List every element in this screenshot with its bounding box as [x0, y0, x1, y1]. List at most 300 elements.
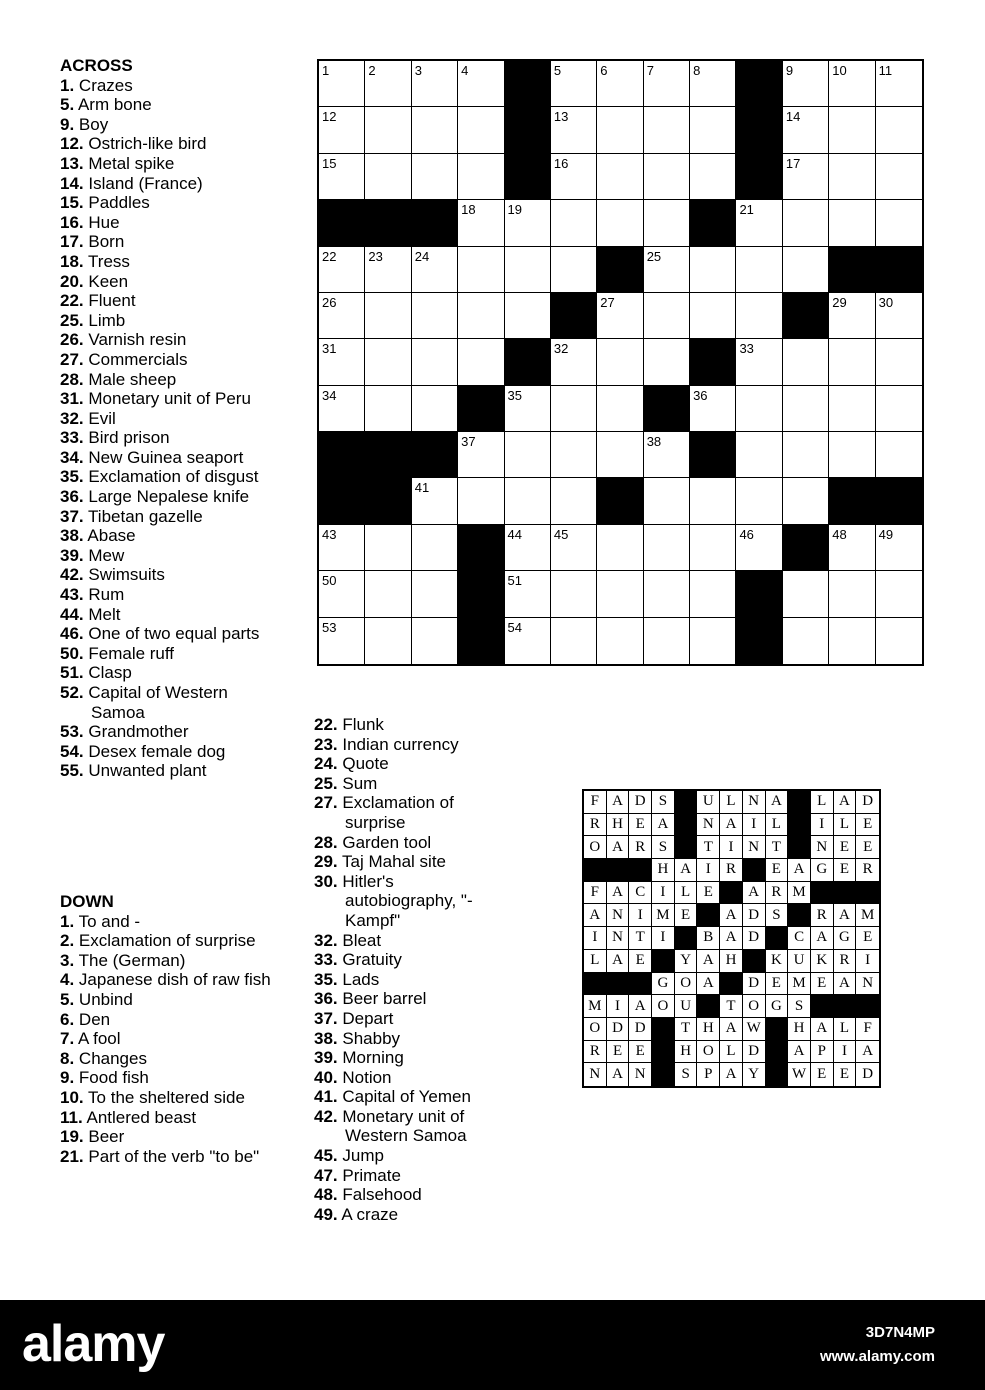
- solution-letter: I: [720, 836, 743, 859]
- grid-cell[interactable]: [690, 154, 736, 200]
- solution-letter: E: [629, 814, 652, 837]
- grid-cell[interactable]: [736, 200, 782, 246]
- cell-number: 18: [461, 202, 476, 218]
- grid-cell[interactable]: [829, 618, 875, 664]
- solution-letter: E: [629, 1041, 652, 1064]
- grid-cell[interactable]: [505, 247, 551, 293]
- grid-cell[interactable]: [551, 247, 597, 293]
- grid-cell[interactable]: [597, 432, 643, 478]
- solution-letter: D: [743, 904, 766, 927]
- clue-number: 52.: [60, 683, 84, 702]
- grid-cell[interactable]: [319, 107, 365, 153]
- solution-letter: S: [675, 1063, 698, 1086]
- clue-text: Grandmother: [83, 722, 189, 742]
- solution-letter: L: [834, 814, 857, 837]
- cell-number: 53: [322, 619, 337, 635]
- solution-letter: A: [788, 1041, 811, 1064]
- grid-cell[interactable]: [319, 525, 365, 571]
- grid-cell[interactable]: [829, 154, 875, 200]
- clue-number: 21.: [60, 1146, 84, 1166]
- solution-black-square: [675, 791, 698, 814]
- grid-cell[interactable]: [829, 107, 875, 153]
- solution-letter: E: [856, 836, 879, 859]
- clue-number: 14.: [60, 173, 84, 193]
- cell-number: 55: [739, 619, 754, 635]
- grid-cell[interactable]: [412, 247, 458, 293]
- solution-letter: Y: [743, 1063, 766, 1086]
- clue-text: Gratuity: [337, 950, 402, 970]
- solution-letter: E: [766, 859, 789, 882]
- across-clue: [60, 350, 280, 370]
- grid-cell[interactable]: [690, 386, 736, 432]
- grid-cell[interactable]: [644, 61, 690, 107]
- grid-cell[interactable]: [876, 61, 922, 107]
- across-clue: [60, 467, 280, 487]
- grid-cell[interactable]: [876, 293, 922, 339]
- solution-letter: N: [629, 1063, 652, 1086]
- grid-cell[interactable]: [597, 154, 643, 200]
- grid-cell[interactable]: [829, 339, 875, 385]
- grid-cell[interactable]: [319, 386, 365, 432]
- clue-number: 35.: [314, 969, 338, 989]
- grid-cell[interactable]: [458, 200, 504, 246]
- solution-letter: A: [743, 882, 766, 905]
- clue-number: 1.: [60, 911, 75, 931]
- clue-number: 47.: [314, 1165, 338, 1185]
- across-clue: [60, 272, 280, 292]
- grid-cell[interactable]: [783, 154, 829, 200]
- solution-letter: S: [652, 791, 675, 814]
- clue-number: 9.: [60, 114, 75, 134]
- grid-cell[interactable]: [458, 61, 504, 107]
- grid-cell[interactable]: [319, 618, 365, 664]
- across-clue: [60, 291, 280, 311]
- grid-cell[interactable]: [829, 293, 875, 339]
- grid-cell[interactable]: [458, 154, 504, 200]
- cell-number: 35: [507, 387, 522, 403]
- grid-cell[interactable]: [783, 571, 829, 617]
- grid-cell[interactable]: [876, 525, 922, 571]
- grid-cell[interactable]: [365, 293, 411, 339]
- cell-number: 3: [414, 63, 422, 78]
- clue-number: 34.: [60, 447, 84, 467]
- cell-number: 45: [553, 526, 569, 542]
- down-clue: [314, 1146, 504, 1166]
- cell-number: 14: [785, 109, 801, 125]
- grid-cell[interactable]: [783, 247, 829, 293]
- down-clue: [314, 715, 504, 735]
- clue-text: Falsehood: [337, 1185, 422, 1205]
- grid-cell[interactable]: [551, 432, 597, 478]
- grid-cell[interactable]: [736, 293, 782, 339]
- solution-black-square: [584, 859, 607, 882]
- grid-cell[interactable]: [783, 618, 829, 664]
- grid-cell[interactable]: [829, 61, 875, 107]
- grid-cell[interactable]: [505, 432, 551, 478]
- cell-number: 21: [739, 202, 754, 218]
- grid-cell[interactable]: [597, 571, 643, 617]
- grid-cell[interactable]: [783, 200, 829, 246]
- grid-cell[interactable]: [690, 478, 736, 524]
- solution-letter: E: [607, 1041, 630, 1064]
- solution-letter: E: [811, 1063, 834, 1086]
- cell-number: 30: [878, 294, 894, 310]
- grid-cell[interactable]: [597, 293, 643, 339]
- solution-black-square: [788, 904, 811, 927]
- solution-black-square: [584, 973, 607, 996]
- grid-cell[interactable]: [505, 525, 551, 571]
- grid-cell[interactable]: [876, 571, 922, 617]
- grid-cell[interactable]: [551, 478, 597, 524]
- grid-cell[interactable]: [458, 339, 504, 385]
- across-clue: [60, 311, 280, 331]
- grid-cell[interactable]: [690, 247, 736, 293]
- grid-cell[interactable]: [551, 571, 597, 617]
- grid-cell[interactable]: [505, 618, 551, 664]
- solution-letter: U: [675, 995, 698, 1018]
- grid-cell[interactable]: [690, 293, 736, 339]
- solution-letter: T: [766, 836, 789, 859]
- down-clue: [60, 1049, 280, 1069]
- solution-letter: T: [629, 927, 652, 950]
- solution-black-square: [652, 1063, 675, 1086]
- grid-cell[interactable]: [365, 154, 411, 200]
- grid-cell[interactable]: [736, 478, 782, 524]
- grid-cell[interactable]: [505, 571, 551, 617]
- solution-letter: O: [652, 995, 675, 1018]
- grid-cell[interactable]: [319, 339, 365, 385]
- grid-cell[interactable]: [829, 525, 875, 571]
- black-square: [365, 432, 411, 478]
- down-clue: [314, 1107, 504, 1146]
- grid-cell[interactable]: [876, 386, 922, 432]
- grid-cell[interactable]: [412, 293, 458, 339]
- grid-cell[interactable]: [644, 618, 690, 664]
- clue-number: 22.: [60, 291, 84, 311]
- solution-letter: F: [584, 791, 607, 814]
- across-clue-list: [60, 76, 280, 781]
- clue-text: Exclamation of disgust: [83, 467, 259, 487]
- solution-letter: N: [743, 791, 766, 814]
- grid-cell[interactable]: [365, 247, 411, 293]
- grid-cell[interactable]: [551, 525, 597, 571]
- solution-letter: N: [811, 836, 834, 859]
- clue-number: 5.: [60, 989, 75, 1009]
- solution-letter: A: [607, 882, 630, 905]
- clue-number: 10.: [60, 1087, 84, 1107]
- grid-cell[interactable]: [829, 432, 875, 478]
- black-square: [736, 154, 782, 200]
- clue-text: Desex female dog: [83, 741, 226, 761]
- cell-number: 26: [322, 294, 337, 310]
- grid-cell[interactable]: [644, 339, 690, 385]
- cell-number: 13: [553, 109, 569, 125]
- cell-number: 17: [785, 155, 801, 171]
- solution-letter: A: [811, 1018, 834, 1041]
- black-square: [505, 339, 551, 385]
- grid-cell[interactable]: [783, 478, 829, 524]
- grid-cell[interactable]: [505, 200, 551, 246]
- grid-cell[interactable]: [644, 247, 690, 293]
- solution-letter: A: [629, 995, 652, 1018]
- down-clue: [60, 970, 280, 990]
- clue-text: Swimsuits: [83, 565, 165, 585]
- black-square: [458, 386, 504, 432]
- grid-cell[interactable]: [597, 525, 643, 571]
- cell-number: 6: [600, 63, 608, 78]
- grid-cell[interactable]: [551, 200, 597, 246]
- clue-number: 18.: [60, 251, 84, 271]
- grid-cell[interactable]: [690, 618, 736, 664]
- grid-cell[interactable]: [319, 154, 365, 200]
- black-square: [876, 478, 922, 524]
- solution-letter: G: [766, 995, 789, 1018]
- cell-number: 48: [832, 526, 847, 542]
- black-square: [690, 339, 736, 385]
- grid-cell[interactable]: [783, 61, 829, 107]
- black-square: [736, 618, 782, 664]
- grid-cell[interactable]: [365, 571, 411, 617]
- cell-number: 27: [600, 294, 615, 310]
- grid-cell[interactable]: [412, 386, 458, 432]
- grid-cell[interactable]: [597, 339, 643, 385]
- clue-number: 44.: [60, 604, 84, 624]
- clue-text: Shabby: [337, 1028, 401, 1048]
- grid-cell[interactable]: [458, 107, 504, 153]
- black-square: [690, 200, 736, 246]
- cell-number: 8: [693, 63, 701, 78]
- grid-cell[interactable]: [551, 154, 597, 200]
- solution-letter: A: [720, 927, 743, 950]
- grid-cell[interactable]: [736, 339, 782, 385]
- cell-number: 22: [322, 248, 337, 264]
- grid-cell[interactable]: [736, 386, 782, 432]
- grid-cell[interactable]: [876, 107, 922, 153]
- clue-text: Exclamation of surprise: [74, 931, 256, 951]
- black-square: [736, 107, 782, 153]
- solution-letter: A: [652, 814, 675, 837]
- solution-letter: O: [743, 995, 766, 1018]
- down-clue: [314, 1205, 504, 1225]
- grid-cell[interactable]: [319, 293, 365, 339]
- grid-cell[interactable]: [829, 200, 875, 246]
- grid-cell[interactable]: [597, 61, 643, 107]
- clue-text: Garden tool: [337, 832, 432, 852]
- grid-cell[interactable]: [365, 525, 411, 571]
- clue-number: 27.: [60, 349, 84, 369]
- grid-cell[interactable]: [319, 571, 365, 617]
- grid-cell[interactable]: [458, 293, 504, 339]
- down-clue: [314, 754, 504, 774]
- grid-cell[interactable]: [505, 293, 551, 339]
- solution-letter: A: [697, 950, 720, 973]
- grid-cell[interactable]: [319, 61, 365, 107]
- grid-cell[interactable]: [690, 525, 736, 571]
- grid-cell[interactable]: [690, 571, 736, 617]
- grid-cell[interactable]: [736, 432, 782, 478]
- grid-cell[interactable]: [551, 339, 597, 385]
- clue-text: Monetary unit of Peru: [83, 389, 251, 409]
- grid-cell[interactable]: [412, 571, 458, 617]
- clue-text: Beer: [83, 1127, 125, 1147]
- across-clue: [60, 644, 280, 664]
- grid-cell[interactable]: [551, 386, 597, 432]
- solution-black-square: [856, 995, 879, 1018]
- solution-black-square: [675, 836, 698, 859]
- cell-number: 34: [322, 387, 337, 403]
- clue-text: Indian currency: [337, 734, 459, 754]
- grid-cell[interactable]: [365, 386, 411, 432]
- grid-cell[interactable]: [597, 618, 643, 664]
- clue-text: New Guinea seaport: [83, 447, 244, 467]
- solution-letter: E: [675, 904, 698, 927]
- grid-cell[interactable]: [412, 618, 458, 664]
- grid-cell[interactable]: [829, 571, 875, 617]
- grid-cell[interactable]: [783, 432, 829, 478]
- down-clue: [314, 1166, 504, 1186]
- grid-cell[interactable]: [644, 525, 690, 571]
- black-square: [736, 571, 782, 617]
- grid-cell[interactable]: [783, 107, 829, 153]
- solution-letter: L: [766, 814, 789, 837]
- grid-cell[interactable]: [876, 618, 922, 664]
- clue-text: Evil: [83, 408, 116, 428]
- solution-letter: O: [584, 836, 607, 859]
- down-clue: [314, 989, 504, 1009]
- clue-number: 3.: [60, 950, 75, 970]
- grid-cell[interactable]: [365, 61, 411, 107]
- grid-cell[interactable]: [597, 386, 643, 432]
- clue-number: 12.: [60, 134, 84, 154]
- grid-cell[interactable]: [412, 154, 458, 200]
- grid-cell[interactable]: [458, 478, 504, 524]
- clue-text: Varnish resin: [83, 330, 187, 350]
- grid-cell[interactable]: [551, 618, 597, 664]
- grid-cell[interactable]: [458, 432, 504, 478]
- grid-cell[interactable]: [597, 200, 643, 246]
- grid-cell[interactable]: [458, 247, 504, 293]
- clue-number: 31.: [60, 389, 84, 409]
- grid-cell[interactable]: [783, 386, 829, 432]
- solution-letter: I: [743, 814, 766, 837]
- black-square: [829, 478, 875, 524]
- clue-text: To the sheltered side: [83, 1087, 245, 1107]
- solution-black-square: [652, 1041, 675, 1064]
- down-clue: [314, 735, 504, 755]
- grid-cell[interactable]: [690, 61, 736, 107]
- grid-cell[interactable]: [505, 386, 551, 432]
- grid-cell[interactable]: [876, 339, 922, 385]
- solution-letter: T: [720, 995, 743, 1018]
- solution-letter: C: [788, 927, 811, 950]
- grid-cell[interactable]: [505, 478, 551, 524]
- grid-cell[interactable]: [319, 247, 365, 293]
- down-clue: [60, 912, 280, 932]
- solution-letter: E: [856, 814, 879, 837]
- clue-number: 40.: [314, 1067, 338, 1087]
- cell-number: 1: [322, 63, 330, 78]
- grid-cell[interactable]: [876, 154, 922, 200]
- grid-cell[interactable]: [365, 107, 411, 153]
- solution-letter: R: [766, 882, 789, 905]
- solution-letter: A: [720, 1018, 743, 1041]
- clue-text: Keen: [83, 271, 129, 291]
- solution-letter: A: [720, 814, 743, 837]
- grid-cell[interactable]: [644, 478, 690, 524]
- grid-cell[interactable]: [644, 293, 690, 339]
- cell-number: 10: [832, 63, 847, 78]
- grid-cell[interactable]: [876, 432, 922, 478]
- black-square: [690, 432, 736, 478]
- grid-cell[interactable]: [783, 339, 829, 385]
- across-clue: [60, 742, 280, 762]
- grid-cell[interactable]: [644, 432, 690, 478]
- grid-cell[interactable]: [736, 525, 782, 571]
- clue-number: 16.: [60, 212, 84, 232]
- grid-cell[interactable]: [644, 154, 690, 200]
- clue-text: Part of the verb "to be": [83, 1146, 260, 1166]
- grid-cell[interactable]: [551, 107, 597, 153]
- solution-letter: H: [788, 1018, 811, 1041]
- solution-letter: D: [856, 791, 879, 814]
- grid-cell[interactable]: [365, 618, 411, 664]
- clue-text: Born: [83, 232, 125, 252]
- grid-cell[interactable]: [644, 571, 690, 617]
- grid-cell[interactable]: [597, 107, 643, 153]
- solution-letter: L: [675, 882, 698, 905]
- across-clue: [60, 370, 280, 390]
- clue-number: 54.: [60, 741, 84, 761]
- grid-cell[interactable]: [412, 61, 458, 107]
- solution-letter: D: [629, 791, 652, 814]
- grid-cell[interactable]: [644, 200, 690, 246]
- clue-number: 42.: [314, 1106, 338, 1126]
- grid-cell[interactable]: [876, 200, 922, 246]
- grid-cell[interactable]: [736, 247, 782, 293]
- solution-letter: R: [584, 814, 607, 837]
- solution-black-square: [811, 882, 834, 905]
- black-square: [551, 293, 597, 339]
- solution-letter: I: [697, 859, 720, 882]
- clue-text: Capital of Western Samoa: [83, 683, 228, 722]
- grid-cell[interactable]: [412, 525, 458, 571]
- clue-text: A craze: [337, 1204, 399, 1224]
- solution-letter: N: [697, 814, 720, 837]
- solution-letter: A: [856, 1041, 879, 1064]
- across-clue: [60, 174, 280, 194]
- black-square: [412, 432, 458, 478]
- grid-cell[interactable]: [365, 339, 411, 385]
- solution-black-square: [629, 859, 652, 882]
- solution-letter: L: [834, 1018, 857, 1041]
- grid-cell[interactable]: [412, 339, 458, 385]
- solution-black-square: [788, 836, 811, 859]
- black-square: [319, 478, 365, 524]
- grid-cell[interactable]: [644, 107, 690, 153]
- cell-number: 4: [461, 63, 469, 78]
- grid-cell[interactable]: [829, 386, 875, 432]
- solution-letter: H: [652, 859, 675, 882]
- clue-number: 13.: [60, 153, 84, 173]
- solution-letter: D: [862, 1066, 874, 1083]
- black-square: [505, 154, 551, 200]
- grid-cell[interactable]: [690, 107, 736, 153]
- grid-cell[interactable]: [412, 478, 458, 524]
- grid-cell[interactable]: [412, 107, 458, 153]
- solution-black-square: [766, 927, 789, 950]
- clue-number: 22.: [314, 715, 338, 734]
- grid-cell[interactable]: [551, 61, 597, 107]
